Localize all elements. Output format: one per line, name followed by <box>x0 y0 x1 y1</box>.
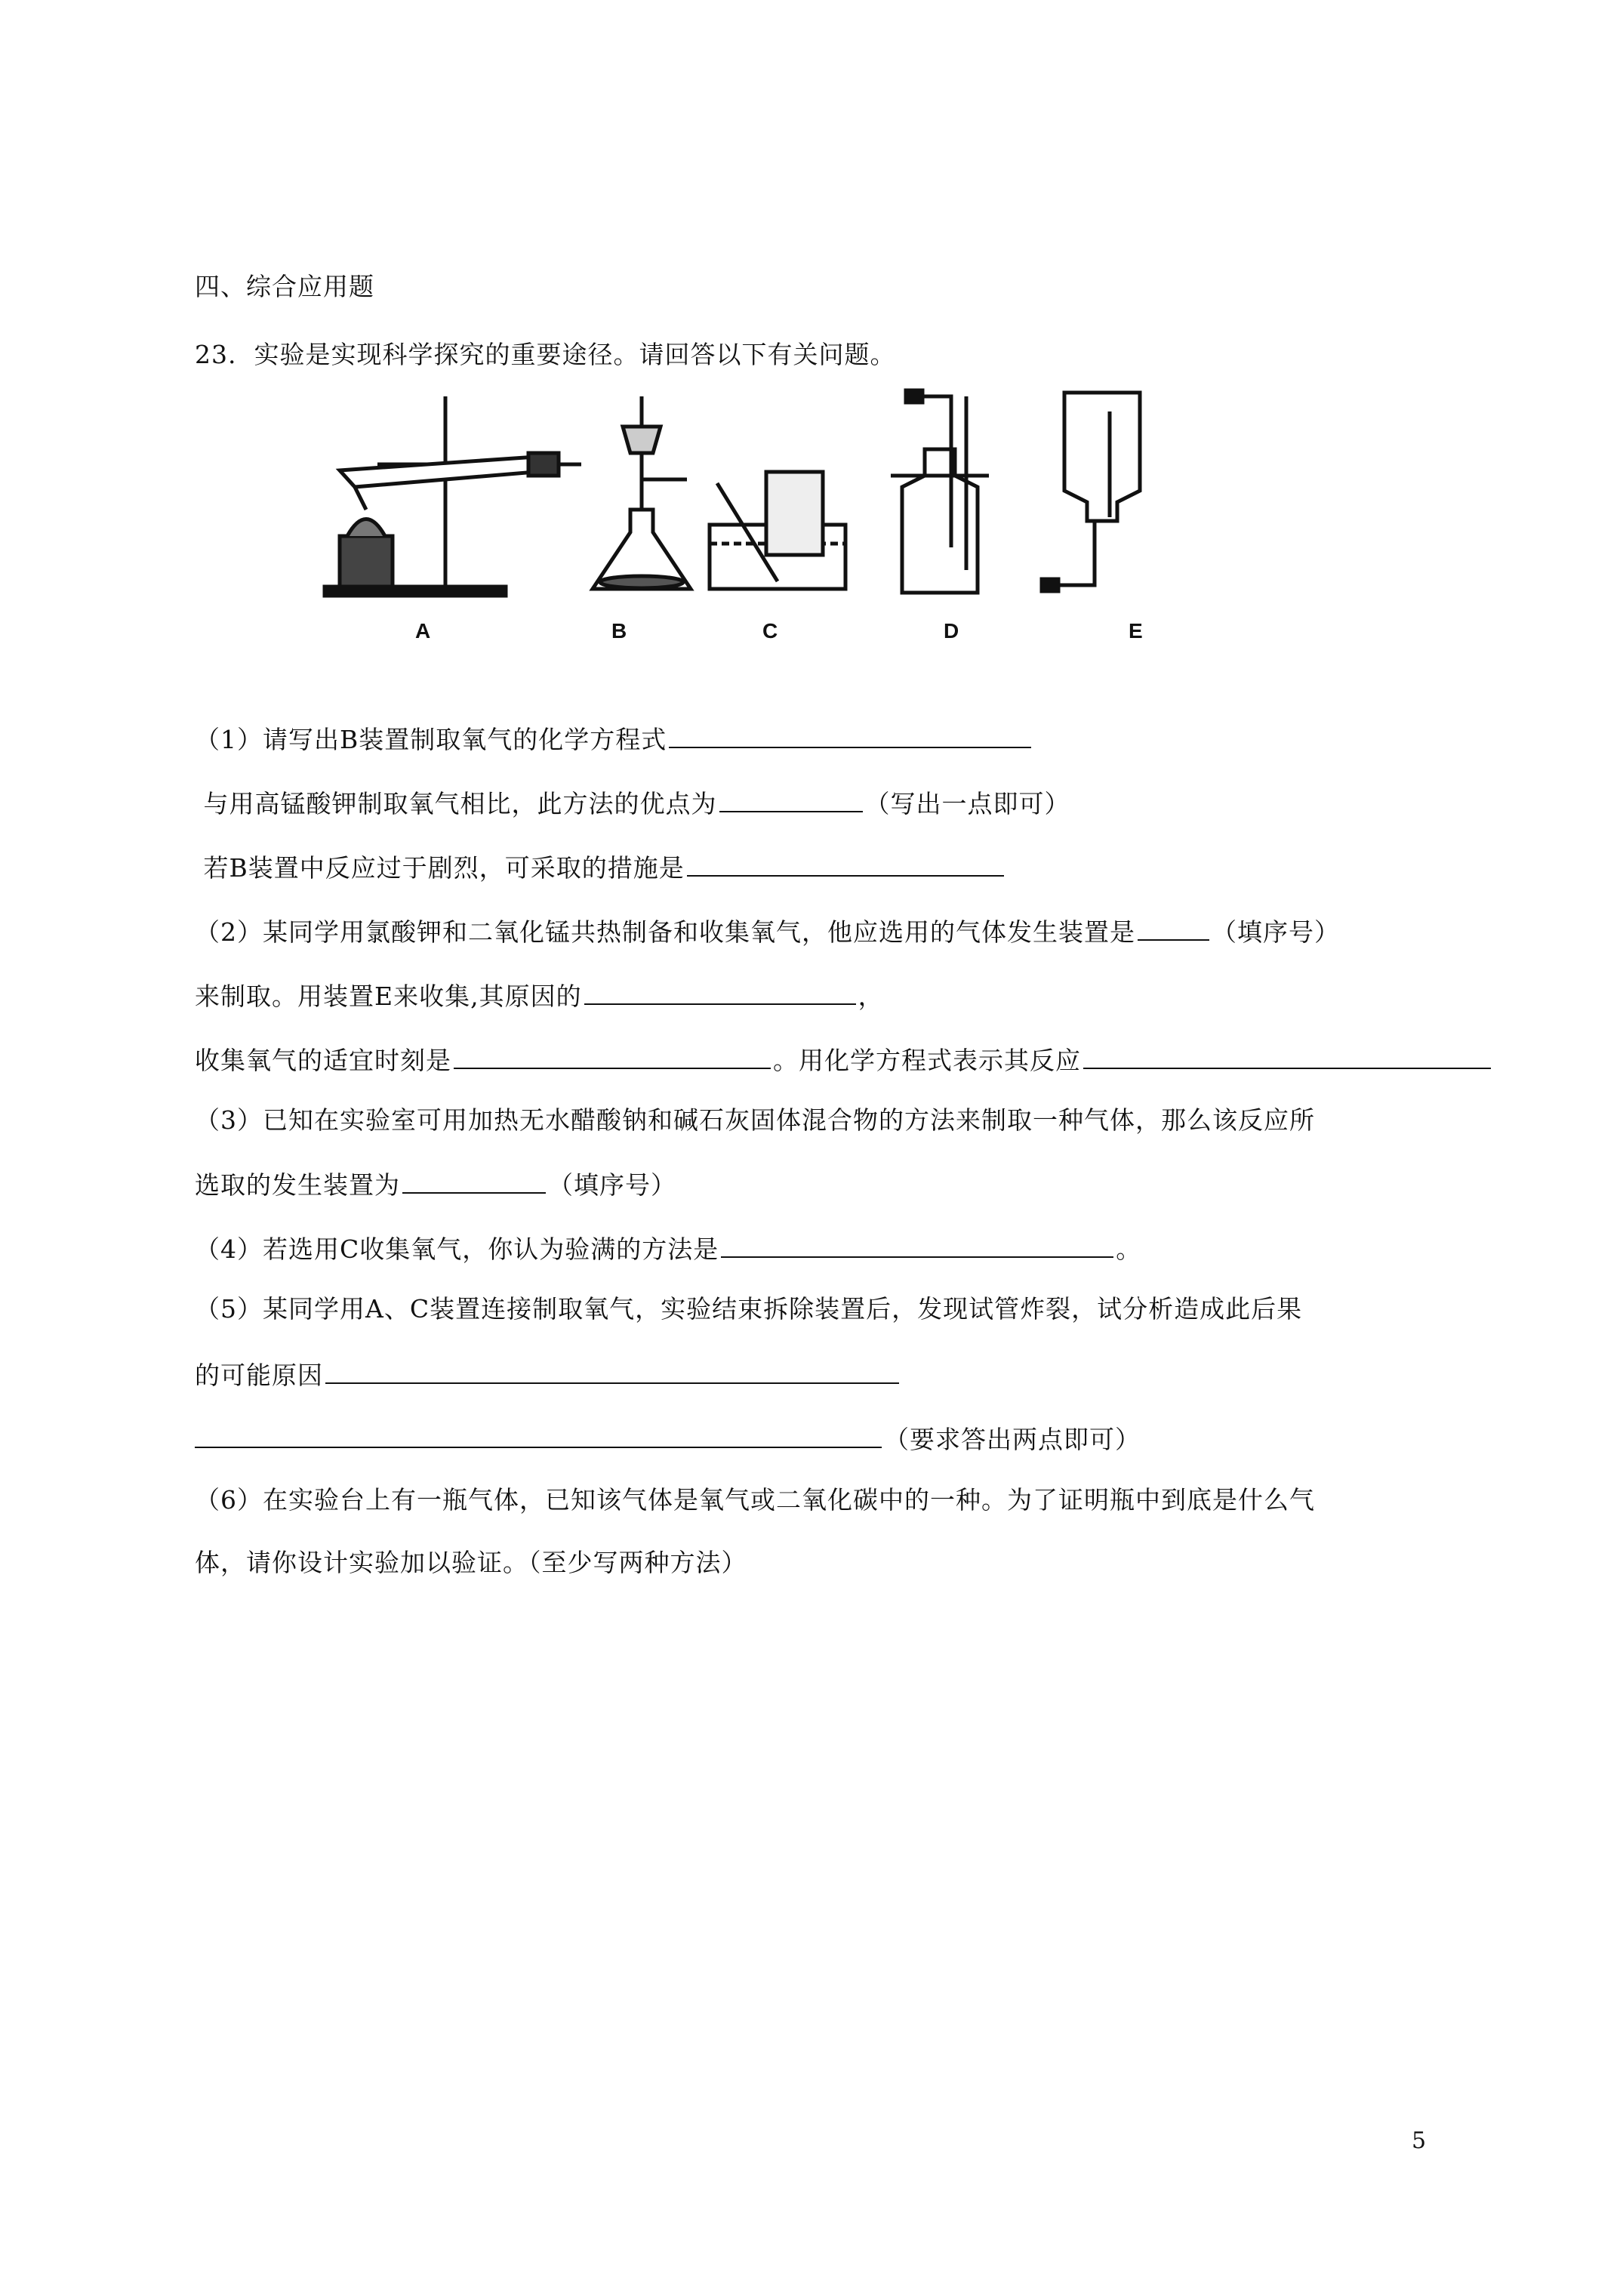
part-1-line-2: 与用高锰酸钾制取氧气相比，此方法的优点为 （写出一点即可） <box>195 785 1070 821</box>
figure-label-a: A <box>415 619 431 643</box>
question-stem <box>195 338 895 371</box>
figure-label-d: D <box>944 619 959 643</box>
answer-blank-2a[interactable] <box>1138 914 1209 941</box>
answer-blank-3[interactable] <box>402 1166 546 1194</box>
apparatus-e <box>1042 393 1140 591</box>
question-number: 23. <box>195 340 237 369</box>
answer-blank-2b[interactable] <box>584 978 856 1005</box>
apparatus-b <box>593 396 691 589</box>
answer-blank-1c[interactable] <box>687 849 1004 877</box>
part-1-line-1: （1）请写出B装置制取氧气的化学方程式 <box>195 721 1033 757</box>
answer-blank-5b[interactable] <box>195 1421 882 1448</box>
answer-blank-2c[interactable] <box>454 1042 771 1069</box>
part-6-line-2: 体，请你设计实验加以验证。（至少写两种方法） <box>195 1548 747 1577</box>
answer-blank-5a[interactable] <box>325 1357 899 1384</box>
part-4-line-1: （4）若选用C收集氧气，你认为验满的方法是 。 <box>195 1231 1141 1266</box>
part-3-line-1: （3）已知在实验室可用加热无水醋酸钠和碱石灰固体混合物的方法来制取一种气体，那么该反应所 <box>195 1105 1315 1135</box>
part-1-line-3: 若B装置中反应过于剧烈，可采取的措施是 <box>195 849 1006 885</box>
part-5-line-2: 的可能原因 <box>195 1357 901 1392</box>
answer-blank-4[interactable] <box>721 1231 1113 1258</box>
answer-blank-2d[interactable] <box>1083 1042 1491 1069</box>
apparatus-c <box>710 472 845 589</box>
apparatus-figure <box>310 381 1215 668</box>
part-6-line-1: （6）在实验台上有一瓶气体，已知该气体是氧气或二氧化碳中的一种。为了证明瓶中到底是什么气 <box>195 1485 1315 1515</box>
figure-label-c: C <box>762 619 778 643</box>
part-3-line-2: 选取的发生装置为 （填序号） <box>195 1166 676 1202</box>
part-5-line-1: （5）某同学用A、C装置连接制取氧气，实验结束拆除装置后，发现试管炸裂，试分析造成此后果 <box>195 1294 1303 1324</box>
part-2-line-3: 收集氧气的适宜时刻是 。用化学方程式表示其反应 <box>195 1042 1493 1077</box>
answer-blank-1b[interactable] <box>719 785 863 812</box>
answer-blank-1a[interactable] <box>669 721 1031 748</box>
apparatus-a <box>325 396 581 596</box>
part-5-line-3: （要求答出两点即可） <box>195 1421 1141 1456</box>
figure-label-e: E <box>1129 619 1143 643</box>
part-2-line-1: （2）某同学用氯酸钾和二氧化锰共热制备和收集氧气，他应选用的气体发生装置是 （填序号） <box>195 914 1340 949</box>
apparatus-d <box>891 390 989 593</box>
figure-label-b: B <box>611 619 627 643</box>
section-title: 四、综合应用题 <box>195 272 374 301</box>
question-stem-text: 实验是实现科学探究的重要途径。请回答以下有关问题。 <box>254 340 896 369</box>
part-2-line-2: 来制取。用装置E来收集,其原因的 ， <box>195 978 884 1013</box>
page-number: 5 <box>1412 2128 1427 2154</box>
